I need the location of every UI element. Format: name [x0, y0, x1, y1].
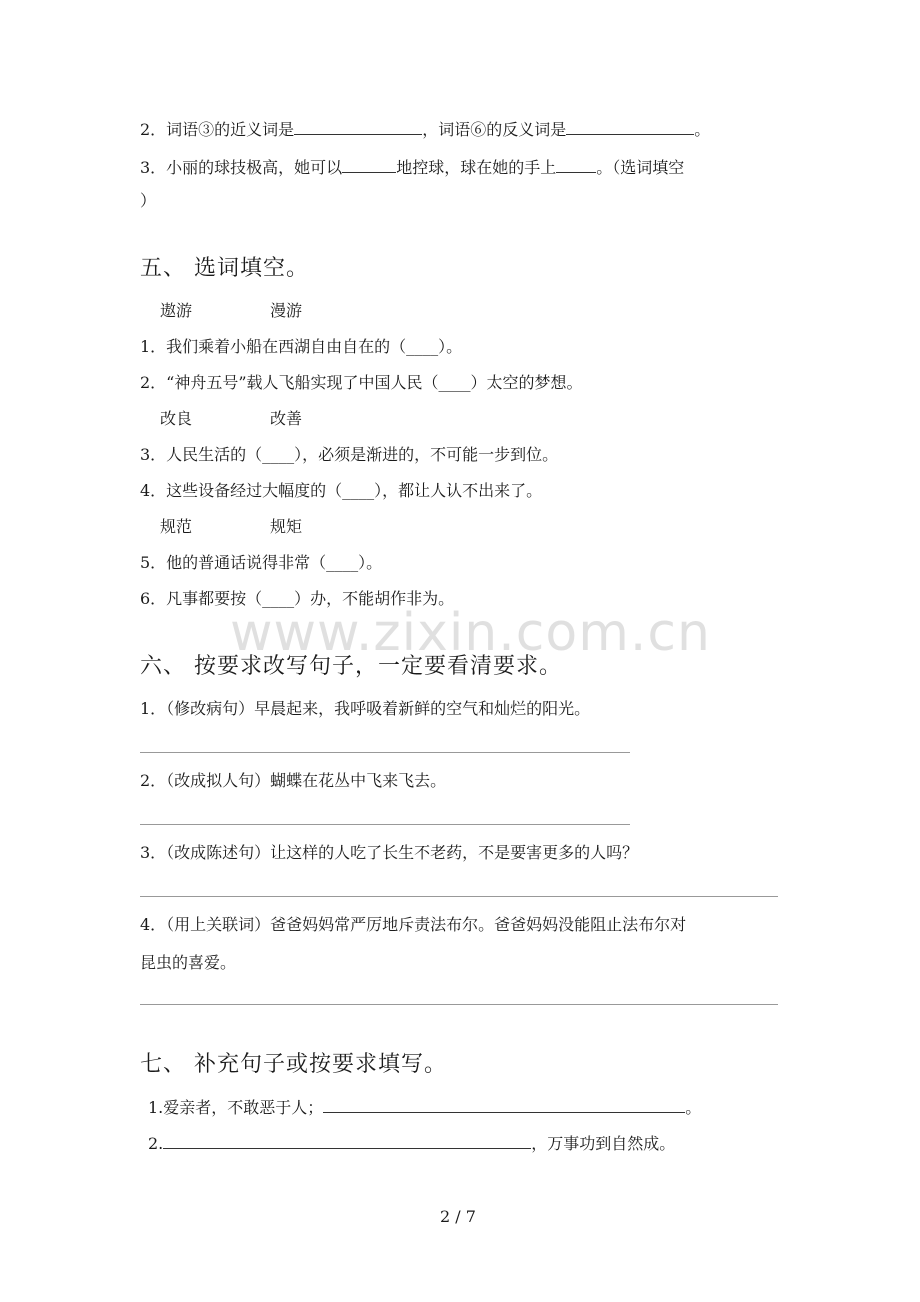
word-choice: 改良 — [160, 409, 193, 428]
answer-blank[interactable] — [163, 1132, 531, 1149]
answer-blank[interactable] — [342, 156, 396, 173]
answer-blank[interactable] — [556, 156, 596, 173]
s5-item-3: 3．人民生活的（____），必须是渐进的，不可能一步到位。 — [140, 445, 559, 464]
s7-item-1: 1.爱亲者，不敢恶于人； 。 — [148, 1098, 702, 1117]
s6-item-1: 1．（修改病句）早晨起来，我呼吸着新鲜的空气和灿烂的阳光。 — [140, 699, 591, 718]
s7-item-2: 2. ，万事功到自然成。 — [148, 1134, 676, 1153]
answer-blank[interactable] — [323, 1096, 685, 1113]
s6-item-2: 2．（改成拟人句）蝴蝶在花丛中飞来飞去。 — [140, 771, 447, 790]
s4-question-3: 3．小丽的球技极高，她可以 地控球，球在她的手上 。（选词填空 — [140, 158, 685, 177]
s5-item-2: 2．“神舟五号”载人飞船实现了中国人民（____）太空的梦想。 — [140, 373, 583, 392]
answer-line[interactable] — [140, 824, 630, 825]
word-choice: 漫游 — [270, 301, 303, 320]
section-7-title: 七、 补充句子或按要求填写。 — [140, 1052, 447, 1077]
answer-line[interactable] — [140, 752, 630, 753]
section-6-title: 六、 按要求改写句子，一定要看清要求。 — [140, 654, 562, 679]
word-choice: 遨游 — [160, 301, 193, 320]
s5-item-4: 4．这些设备经过大幅度的（____），都让人认不出来了。 — [140, 481, 543, 500]
s5-item-6: 6．凡事都要按（____）办，不能胡作非为。 — [140, 589, 455, 608]
answer-blank[interactable] — [294, 118, 422, 135]
watermark: www.zixin.com.cn — [230, 603, 711, 663]
s6-item-4: 4．（用上关联词）爸爸妈妈常严厉地斥责法布尔。爸爸妈妈没能阻止法布尔对 — [140, 915, 687, 934]
word-choice: 改善 — [270, 409, 303, 428]
s4-question-2: 2．词语③的近义词是 ，词语⑥的反义词是 。 — [140, 120, 711, 139]
s6-item-4-continued: 昆虫的喜爱。 — [140, 953, 237, 972]
word-choice: 规范 — [160, 517, 193, 536]
s5-item-1: 1．我们乘着小船在西湖自由自在的（____）。 — [140, 337, 463, 356]
answer-blank[interactable] — [566, 118, 694, 135]
answer-line[interactable] — [140, 1004, 778, 1005]
s6-item-3: 3．（改成陈述句）让这样的人吃了长生不老药，不是要害更多的人吗？ — [140, 843, 639, 862]
page-number: 2 / 7 — [440, 1207, 476, 1226]
section-5-title: 五、 选词填空。 — [140, 256, 309, 281]
s5-item-5: 5．他的普通话说得非常（____）。 — [140, 553, 383, 572]
answer-line[interactable] — [140, 896, 778, 897]
s4-question-3-tail: ） — [140, 191, 157, 210]
word-choice: 规矩 — [270, 517, 303, 536]
